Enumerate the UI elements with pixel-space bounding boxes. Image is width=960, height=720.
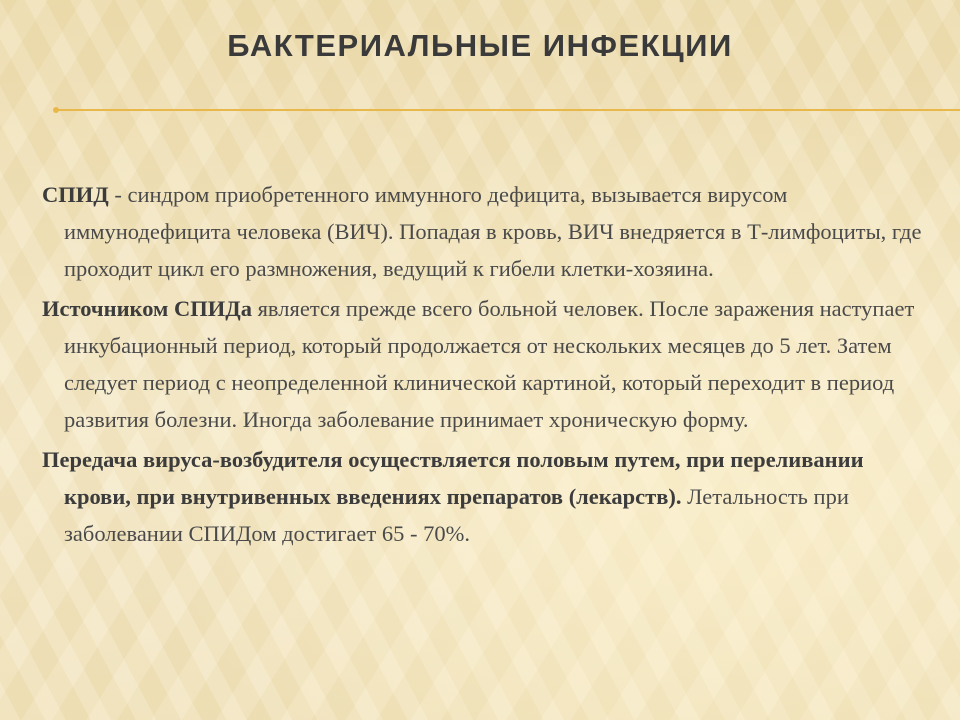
paragraph-aids-source [42,290,922,438]
slide-body [42,176,922,555]
slide-title: БАКТЕРИАЛЬНЫЕ ИНФЕКЦИИ [227,28,733,63]
paragraph-aids-definition [42,176,922,287]
paragraph-text: является прежде всего больной человек. После заражения наступает инкубационный период, который продолжается от нескольких месяцев до 5 лет. Затем следует период с неопределенной клинической картиной, который переходит в период развития болезни. Иногда заболевание принимает хроническую форму. [64,296,915,432]
paragraph-lead: Источником СПИДа [42,296,252,321]
paragraph-text: Летальность при заболевании СПИДом достигает 65 - 70%. [64,484,849,546]
title-divider [56,109,960,111]
paragraph-text: - синдром приобретенного иммунного дефицита, вызывается вирусом иммунодефицита человека (ВИЧ). Попадая в кровь, ВИЧ внедряется в Т-лимфоциты, где проходит цикл его размножения, ведущий к гибели клетки-хозяина. [64,182,922,281]
paragraph-lead: Передача вируса-возбудителя осуществляется половым путем, при переливании крови, при внутривенных введениях препаратов (лекарств). [42,447,864,509]
paragraph-lead: СПИД [42,182,109,207]
paragraph-aids-transmission [42,441,922,552]
